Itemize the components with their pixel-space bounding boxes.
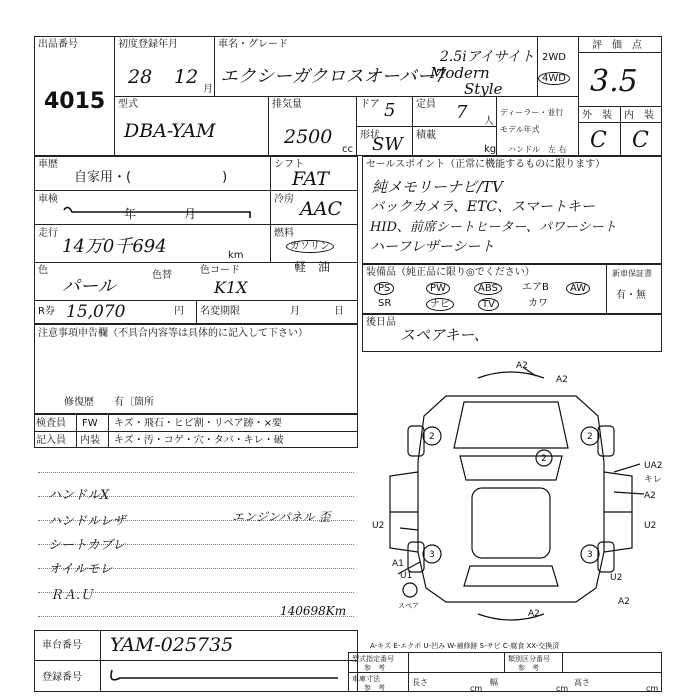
height-cm: cm <box>646 684 659 693</box>
drive-2wd: 2WD <box>542 52 566 63</box>
model-value: DBA-YAM <box>124 120 216 142</box>
circle-mark-1: 2 <box>429 432 435 442</box>
doors-label: ドア <box>360 99 380 110</box>
note-handwritten-5: ＲＡ.Ｕ <box>50 588 94 603</box>
grade-line2: Modern <box>430 64 490 82</box>
exterior-grade: C <box>590 128 607 153</box>
inspection-month-unit: 月 <box>184 207 197 221</box>
fuel-gas: ガソリン <box>286 240 334 253</box>
note-handwritten-1: ハンドルX <box>48 488 110 503</box>
name-change-month: 月 <box>290 306 300 317</box>
interior-label: 内 装 <box>624 110 654 121</box>
inspector-label: 検査員 <box>36 418 66 429</box>
category-label: 類別区分番号 <box>508 655 550 663</box>
spec-label: 型式指定番号 <box>352 655 394 663</box>
exterior-label: 外 装 <box>582 110 612 121</box>
note-handwritten-4: オイルモレ <box>48 562 113 577</box>
name-change-label: 名変期限 <box>200 306 240 317</box>
size-sub: 参 考 <box>364 684 385 692</box>
mark-a2-right: A2 <box>644 491 656 501</box>
category-sub: 参 考 <box>518 664 539 672</box>
interior-grade: C <box>632 128 649 153</box>
cc-unit: cc <box>342 144 353 155</box>
width-cm: cm <box>556 684 569 693</box>
lot-number: 4015 <box>44 89 106 114</box>
length-label: 長さ <box>412 678 428 687</box>
disp-value: 2500 <box>284 126 333 148</box>
sales-title: セールスポイント（正常に機能するものに限ります） <box>366 159 606 170</box>
equip-abs: ABS <box>474 282 502 295</box>
equip-ps: PS <box>374 282 394 295</box>
equip-leather: カワ <box>528 298 548 309</box>
sales-line-4: ハーフレザーシート <box>370 239 495 255</box>
note-mileage: 140698Km <box>280 604 347 618</box>
mark-a2-top: A2 <box>516 361 528 371</box>
reg-label: 登録番号 <box>42 672 82 683</box>
fuel-diesel: 軽 油 <box>294 260 331 274</box>
damage-legend: A-キズ E-エクボ U-凹み W-補修跡 S-サビ C-腐食 XX-交換済 <box>370 642 560 650</box>
score-value: 3.5 <box>590 64 638 99</box>
length-cm: cm <box>470 684 483 693</box>
equip-sr: SR <box>378 298 392 309</box>
notes-title: 注意事項申告欄（不具合内容等は具体的に記入して下さい） <box>38 328 308 339</box>
sales-line-1: 純メモリーナビ/TV <box>372 178 503 196</box>
shift-value: FAT <box>292 168 329 190</box>
new-warranty-value: 有・無 <box>616 290 646 301</box>
color-value: パール <box>62 276 116 297</box>
car-name: エクシーガクロスオーバー7 <box>220 66 447 87</box>
equip-pw: PW <box>426 282 450 295</box>
size-label: 車庫寸法 <box>352 675 380 683</box>
extra-label: 後日品 <box>366 317 396 328</box>
name-grade-label: 車名・グレード <box>218 39 288 50</box>
circle-mark-4: 3 <box>429 550 435 560</box>
width-label: 幅 <box>490 678 498 687</box>
lot-label: 出品番号 <box>38 39 78 50</box>
mileage-value: 14万0千694 <box>62 236 167 257</box>
sales-line-2: バックカメラ、ETC、スマートキー <box>370 199 595 215</box>
ac-value: AAC <box>300 198 342 220</box>
mark-kire: キレ <box>644 475 662 485</box>
capacity-value: 7 <box>456 102 468 123</box>
note-handwritten-3: シートカブレ <box>48 538 126 553</box>
history-label: 車歴 <box>38 159 58 170</box>
reg-strike <box>108 664 348 688</box>
kg-unit: kg <box>484 144 497 155</box>
chassis-label: 車台番号 <box>42 640 82 651</box>
inspection-label: 車検 <box>38 194 58 205</box>
spec-sub: 参 考 <box>364 664 385 672</box>
person-unit: 人 <box>484 116 494 127</box>
circle-mark-5: 3 <box>587 550 593 560</box>
repair-label: 修復歴 <box>64 397 94 408</box>
equip-tv: TV <box>478 298 499 311</box>
doors-value: 5 <box>384 100 396 121</box>
chassis-value: YAM-025735 <box>110 634 234 656</box>
sales-line-3: HID、前席シートヒーター、パワーシート <box>370 220 617 235</box>
first-reg-year: 28 <box>128 66 153 88</box>
name-change-day: 日 <box>334 306 344 317</box>
equip-aw: AW <box>566 282 590 295</box>
new-warranty-label: 新車保証書 <box>612 269 652 278</box>
history-value: 自家用・( ) <box>74 170 228 185</box>
mark-a1: A1 <box>392 559 404 569</box>
disp-label: 排気量 <box>272 99 302 110</box>
model-year-label: モデル年式 <box>500 125 540 134</box>
mileage-label: 走行 <box>38 228 58 239</box>
ac-label: 冷房 <box>274 194 294 205</box>
recorder-label: 記入員 <box>36 435 66 446</box>
yen-unit: 円 <box>174 306 184 317</box>
extra-value: スペアキー、 <box>400 326 489 344</box>
mark-a2-top-right: A2 <box>556 375 568 385</box>
inspect-items: キズ・飛石・ヒビ割・リペア跡・×要 <box>114 418 282 429</box>
naiso-label: 内装 <box>80 435 100 446</box>
mark-u1: U1 <box>400 571 413 581</box>
record-items: キズ・汚・コゲ・穴・タバ・キレ・破 <box>114 435 284 446</box>
handle-label: ハンドル <box>508 145 540 154</box>
inspection-year-unit: 年 <box>124 207 137 221</box>
recycle-value: 15,070 <box>66 302 126 322</box>
circle-mark-3: 2 <box>541 454 547 464</box>
mark-ua2: UA2 <box>644 461 662 471</box>
height-label: 高さ <box>574 678 590 687</box>
capacity-label: 定員 <box>416 99 436 110</box>
shape-label: 形状 <box>360 130 380 141</box>
color-code: K1X <box>214 278 248 297</box>
equip-airbag: エアB <box>522 282 549 293</box>
grade-line1: 2.5iアイサイト <box>440 49 535 65</box>
shape-value: SW <box>372 134 403 155</box>
load-label: 積載 <box>416 130 436 141</box>
color-label: 色 <box>38 265 48 276</box>
first-reg-label: 初度登録年月 <box>118 39 178 50</box>
body-outline <box>418 396 604 602</box>
mark-u2-right-lower: U2 <box>610 573 623 583</box>
fw-label: FW <box>82 418 98 429</box>
mark-a2-bottom-right: A2 <box>618 597 630 607</box>
equipment-title: 装備品（純正品に限り◎でください） <box>366 267 535 278</box>
km-unit: km <box>228 250 244 261</box>
mark-a2-bottom: A2 <box>528 609 540 619</box>
color-change-label: 色替 <box>152 270 172 281</box>
fuel-label: 燃料 <box>274 228 294 239</box>
score-label: 評 価 点 <box>592 40 642 51</box>
circle-mark-2: 2 <box>587 432 593 442</box>
equip-navi: ナビ <box>426 298 454 311</box>
spare-label: スペア <box>398 602 419 610</box>
shift-label: シフト <box>274 159 304 170</box>
drive-4wd: 4WD <box>538 72 570 85</box>
grade-line3: Style <box>464 80 503 98</box>
note-handwritten-2: ハンドルレザ <box>48 514 126 529</box>
recycle-label: R券 <box>38 306 55 317</box>
inspection-strike <box>60 198 260 222</box>
car-damage-diagram <box>360 352 662 626</box>
mark-u2-left: U2 <box>372 521 385 531</box>
handle-value: 左 右 <box>548 145 567 154</box>
first-reg-month: 12 <box>174 66 199 88</box>
color-code-label: 色コード <box>200 265 240 276</box>
model-label: 型式 <box>118 99 138 110</box>
repair-value: 有〔箇所 <box>114 397 154 408</box>
first-reg-month-unit: 月 <box>203 84 213 95</box>
note-middle: エンジンパネル 歪 <box>232 510 331 524</box>
mark-u2-right: U2 <box>644 521 657 531</box>
dealer-label: ディーラー・並行 <box>500 108 564 117</box>
